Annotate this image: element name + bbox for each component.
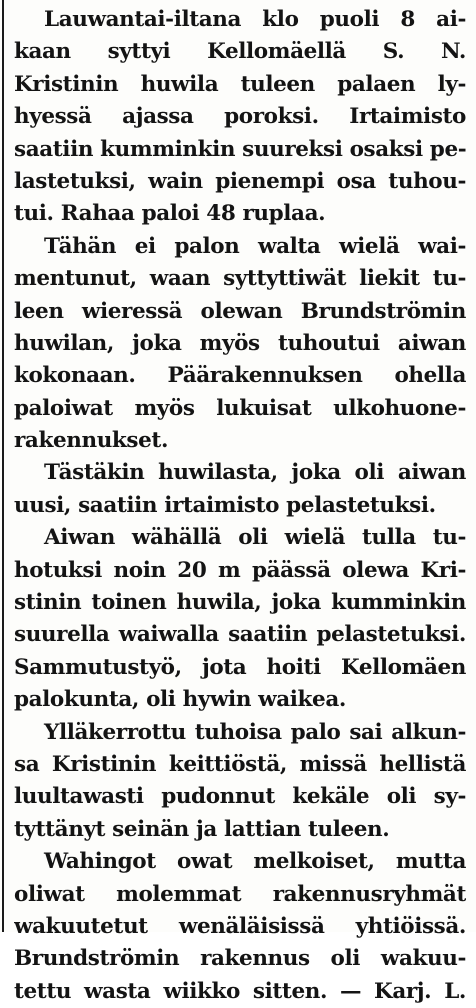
paragraph-6 — [14, 846, 466, 1008]
text-line: stinin toinen huwila, joka kumminkin — [14, 590, 466, 616]
column-rule — [2, 0, 4, 932]
text-line: Tästäkin huwilasta, joka oli aiwan — [44, 460, 466, 486]
text-line: saatiin kumminkin suureksi osaksi pe- — [14, 136, 466, 162]
text-line: huwilan, joka myös tuhoutui aiwan — [14, 330, 466, 356]
paragraph-4 — [14, 522, 466, 716]
text-line: tyttänyt seinän ja lattian tuleen. — [14, 816, 390, 842]
text-line: palokunta, oli hywin waikea. — [14, 687, 346, 713]
text-line: uusi, saatiin irtaimisto pelastetuksi. — [14, 492, 436, 518]
paragraph-5 — [14, 717, 466, 847]
text-line: Aiwan wähällä oli wielä tulla tu- — [44, 525, 466, 551]
text-line: Wahingot owat melkoiset, mutta — [44, 849, 466, 875]
text-line: Brundströmin rakennus oli wakuu- — [14, 946, 466, 972]
text-line: suurella waiwalla saatiin pelastetuksi. — [14, 622, 466, 648]
text-line: Sammutustyö, jota hoiti Kellomäen — [14, 654, 466, 680]
paragraph-3 — [14, 457, 466, 522]
text-line: leen wieressä olewan Brundströmin — [14, 298, 466, 324]
text-line: paloiwat myös lukuisat ulkohuone- — [14, 395, 466, 421]
text-line: sa Kristinin keittiöstä, missä hellistä — [14, 751, 466, 777]
text-line: hotuksi noin 20 m päässä olewa Kri- — [14, 557, 466, 583]
text-line: Ylläkerrottu tuhoisa palo sai alkun- — [44, 719, 466, 745]
text-line: hyessä ajassa poroksi. Irtaimisto — [14, 104, 466, 130]
text-line: tui. Rahaa paloi 48 ruplaa. — [14, 201, 326, 227]
text-line: oliwat molemmat rakennusryhmät — [14, 881, 466, 907]
text-line: luultawasti pudonnut kekäle oli sy- — [14, 784, 466, 810]
text-line: kokonaan. Päärakennuksen ohella — [14, 363, 466, 389]
text-line: lastetuksi, wain pienempi osa tuhou- — [14, 168, 466, 194]
text-line: Tähän ei palon walta wielä wai- — [44, 233, 466, 259]
paragraph-1 — [14, 4, 466, 231]
text-line: mentunut, waan syttyttiwät liekit tu- — [14, 266, 466, 292]
text-line: rakennukset. — [14, 428, 169, 454]
article-body — [14, 4, 466, 1008]
text-line: Lauwantai-iltana klo puoli 8 ai- — [44, 7, 466, 32]
paragraph-2 — [14, 231, 466, 458]
text-line: Kristinin huwila tuleen palaen ly- — [14, 71, 466, 97]
text-line: kaan syttyi Kellomäellä S. N. — [14, 39, 466, 65]
text-line: wakuutetut wenäläisissä yhtiöissä. — [14, 913, 466, 939]
text-line: tettu wasta wiikko sitten. — Karj. L. — [14, 978, 466, 1004]
